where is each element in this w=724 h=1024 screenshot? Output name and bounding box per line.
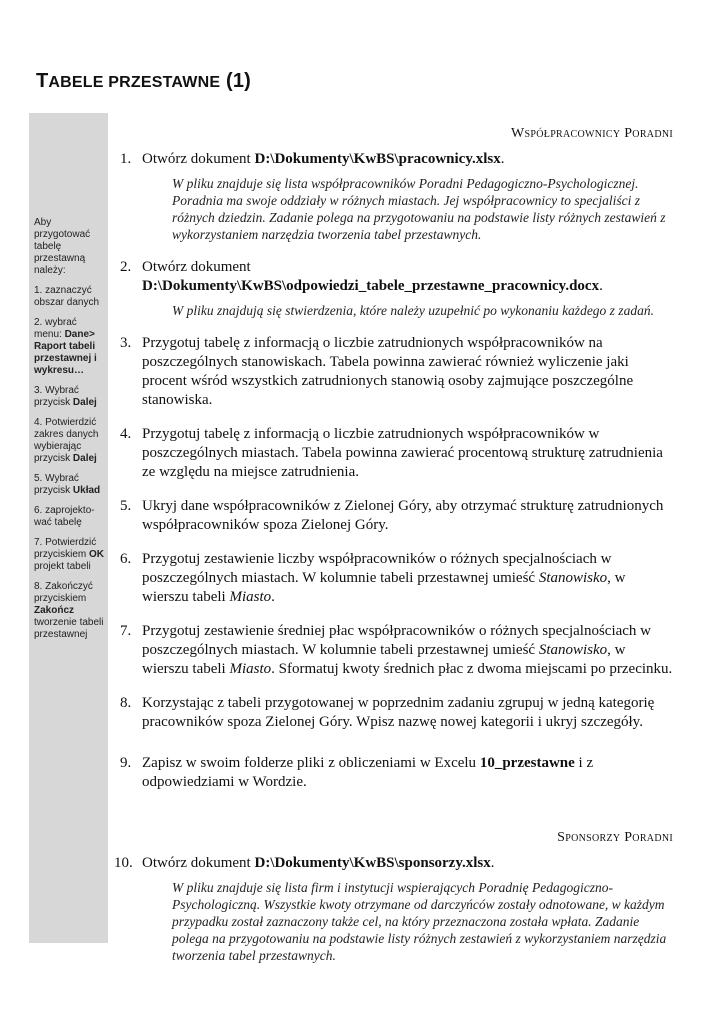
- sidebar-instructions: [34, 217, 106, 649]
- file-path: D:\Dokumenty\KwBS\pracownicy.xlsx: [254, 151, 501, 167]
- sidebar-step: 7. Potwierdzić przyciskiem OK projekt tabeli: [34, 537, 105, 572]
- sidebar-step: 6. zaprojekto-wać tabelę: [34, 505, 95, 528]
- task-item: 3. Przygotuj tabelę z informacją o liczbie zatrudnionych współpracowników na poszczególnych stanowiskach. Tabela powinna zawierać również wyliczenie jaki procent wśród wszystkich zatrudnionych stanowią osoby zajmujące poszczególne stanowiska.: [120, 335, 634, 408]
- task-item: 7. Przygotuj zestawienie średniej płac współpracowników o różnych specjalnościach w poszczególnych miastach. W kolumnie tabeli przestawnej umieść Stanowisko, w wierszu tabeli Miasto. Sformatuj kwoty średnich płac z dwoma miejscami po przecinku.: [120, 623, 673, 677]
- sidebar-step: 8. Zakończyć przyciskiem Zakończ tworzenie tabeli przestawnej: [34, 581, 104, 640]
- sidebar-intro: Aby przygotować tabelę przestawną należy:: [34, 217, 91, 276]
- task-item: 8. Korzystając z tabeli przygotowanej w poprzednim zadaniu zgrupuj w jedną kategorię pracowników spoza Zielonej Góry. Wpisz nazwę nowej kategorii i ukryj szczegóły.: [120, 695, 655, 730]
- task-item: 6. Przygotuj zestawienie liczby współpracowników o różnych specjalnościach w poszczególnych miastach. W kolumnie tabeli przestawnej umieść Stanowisko, w wierszu tabeli Miasto.: [120, 551, 626, 605]
- page-title: TABELE PRZESTAWNE (1): [36, 70, 252, 92]
- main-content: [114, 118, 673, 979]
- task-item: 5. Ukryj dane współpracowników z Zielonej Góry, aby otrzymać strukturę zatrudnionych współpracowników spoza Zielonej Góry.: [120, 498, 664, 533]
- task-item: 2. Otwórz dokument D:\Dokumenty\KwBS\odpowiedzi_tabele_przestawne_pracownicy.docx. W pliku znajdują się stwierdzenia, które należy uzupełnić po wykonaniu każdego z zadań.: [118, 258, 673, 319]
- task-note: W pliku znajduje się lista współpracowników Poradni Pedagogiczno-Psychologicznej. Poradnia ma swoje oddziały w różnych miastach. Jej współpracownicy to specjaliści z różnych dziedzin. Zadanie polega na przygotowaniu na podstawie listy różnych zestawień z wykorzystaniem narzędzia tworzenia tabel przestawnych.: [172, 176, 666, 242]
- task-note: W pliku znajdują się stwierdzenia, które należy uzupełnić po wykonaniu każdego z zadań.: [172, 303, 654, 318]
- task-item: 1. Otwórz dokument D:\Dokumenty\KwBS\pracownicy.xlsx. W pliku znajduje się lista współpracowników Poradni Pedagogiczno-Psychologicznej. Poradnia ma swoje oddziały w różnych miastach. Jej współpracownicy to specjaliści z różnych dziedzin. Zadanie polega na przygotowaniu na podstawie listy różnych zestawień z wykorzystaniem narzędzia tworzenia tabel przestawnych.: [118, 150, 673, 243]
- task-item: 10. Otwórz dokument D:\Dokumenty\KwBS\sponsorzy.xlsx. W pliku znajduje się lista firm i instytucji wspierających Poradnię Pedagogiczno-Psychologiczną. Wszystkie kwoty otrzymane od darczyńców zostały odnotowane, w każdym przypadku został zaznaczony także cel, na który przeznaczona została wpłata. Zadanie polega na przygotowaniu na podstawie listy różnych zestawień z wykorzystaniem narzędzia tworzenia tabel przestawnych.: [118, 854, 673, 964]
- section-heading-workers: Współpracownicy Poradni: [511, 126, 673, 141]
- file-path: D:\Dokumenty\KwBS\sponsorzy.xlsx: [254, 855, 491, 871]
- sidebar-step: 5. Wybrać przycisk Układ: [34, 473, 101, 496]
- task-item: 4. Przygotuj tabelę z informacją o liczbie zatrudnionych współpracowników w poszczególnych miastach. Tabela powinna zawierać procentową strukturę zatrudnienia ze względu na miejsce zatrudnienia.: [120, 426, 663, 480]
- sidebar-step: 1. zaznaczyć obszar danych: [34, 285, 100, 308]
- sidebar-step: 2. wybrać menu: Dane> Raport tabeli przestawnej i wykresu…: [34, 317, 97, 376]
- sidebar-step: 4. Potwierdzić zakres danych wybierając przycisk Dalej: [34, 417, 99, 464]
- task-item: 9. Zapisz w swoim folderze pliki z obliczeniami w Excelu 10_przestawne i z odpowiedziami w Wordzie.: [120, 755, 594, 790]
- task-note: W pliku znajduje się lista firm i instytucji wspierających Poradnię Pedagogiczno-Psychologiczną. Wszystkie kwoty otrzymane od darczyńców zostały odnotowane, w każdym przypadku został zaznaczony także cel, na który przeznaczona została wpłata. Zadanie polega na przygotowaniu na podstawie listy różnych zestawień z wykorzystaniem narzędzia tworzenia tabel przestawnych.: [172, 880, 667, 963]
- file-path: D:\Dokumenty\KwBS\odpowiedzi_tabele_przestawne_pracownicy.docx: [142, 278, 600, 294]
- sidebar-step: 3. Wybrać przycisk Dalej: [34, 385, 97, 408]
- section-heading-sponsors: Sponsorzy Poradni: [557, 830, 673, 845]
